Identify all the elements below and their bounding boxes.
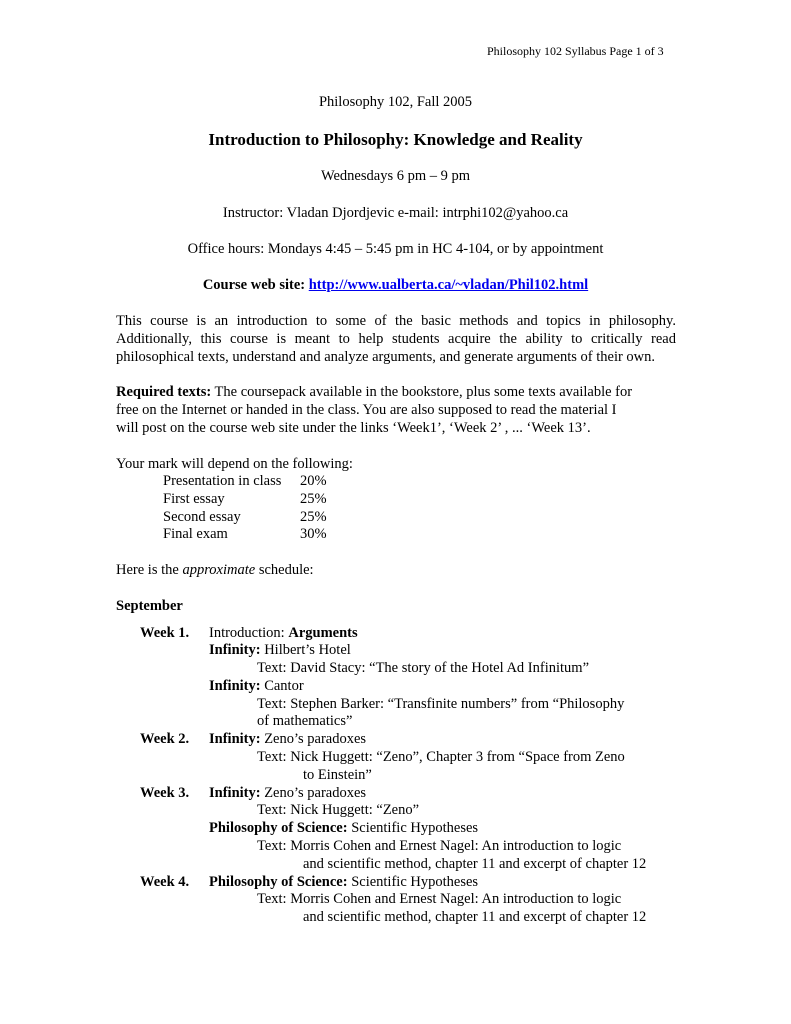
week-2-topic: [209, 731, 366, 748]
schedule-intro-pre: Here is the: [116, 562, 183, 578]
mark-item-first-essay: First essay: [163, 491, 225, 507]
week-3-topic: [209, 785, 366, 802]
marking-intro: Your mark will depend on the following:: [116, 456, 353, 472]
week-1-infinity-cantor: [209, 678, 304, 695]
week-3-a-bold: Infinity:: [209, 785, 261, 801]
week-1-text-barker: Text: Stephen Barker: “Transfinite numbers” from “Philosophy: [257, 696, 625, 712]
website-link[interactable]: http://www.ualberta.ca/~vladan/Phil102.html: [308, 277, 589, 293]
week-4-text-cohen-cont: and scientific method, chapter 11 and excerpt of chapter 12: [303, 909, 647, 925]
week-1-topic-pre: Introduction:: [209, 625, 289, 641]
week-3-label: Week 3.: [140, 785, 190, 801]
week-1-infinity-hilbert: [209, 642, 351, 659]
week-3-c-bold: Philosophy of Science:: [209, 820, 348, 836]
mark-value-presentation: 20%: [300, 473, 327, 489]
required-texts-line3: will post on the course web site under the links ‘Week1’, ‘Week 2’ , ... ‘Week 13’.: [116, 420, 591, 436]
week-4-text-cohen: Text: Morris Cohen and Ernest Nagel: An introduction to logic: [257, 891, 622, 907]
week-3-text-cohen-cont: and scientific method, chapter 11 and excerpt of chapter 12: [303, 856, 647, 872]
week-1-topic: [209, 625, 358, 642]
week-3-text-huggett: Text: Nick Huggett: “Zeno”: [257, 802, 420, 818]
course-time: Wednesdays 6 pm – 9 pm: [320, 168, 471, 184]
week-1-d-bold: Infinity:: [209, 678, 261, 694]
office-hours: Office hours: Mondays 4:45 – 5:45 pm in HC 4-104, or by appointment: [187, 241, 604, 257]
mark-item-final-exam: Final exam: [163, 526, 228, 542]
course-title: Introduction to Philosophy: Knowledge and Reality: [208, 130, 583, 149]
week-2-a-bold: Infinity:: [209, 731, 261, 747]
week-1-b-bold: Infinity:: [209, 642, 261, 658]
week-3-a-rest: Zeno’s paradoxes: [260, 785, 367, 801]
week-1-d-rest: Cantor: [260, 678, 304, 694]
week-2-text-huggett-cont: to Einstein”: [303, 767, 372, 783]
course-website: [0, 277, 791, 294]
required-texts-text1: The coursepack available in the bookstore, plus some texts available for: [211, 384, 633, 400]
mark-value-final-exam: 30%: [300, 526, 327, 542]
schedule-intro-emphasis: approximate: [182, 562, 256, 578]
schedule-intro-post: schedule:: [255, 562, 314, 578]
course-term: Philosophy 102, Fall 2005: [318, 94, 473, 110]
intro-paragraph: This course is an introduction to some of the basic methods and topics in philosophy. Additionally, this course is meant to help students acquire the ability to critically read philosophical texts, understand and analyze arguments, and generate arguments of their own.: [116, 313, 676, 366]
week-3-text-cohen: Text: Morris Cohen and Ernest Nagel: An introduction to logic: [257, 838, 622, 854]
week-1-text-barker-cont: of mathematics”: [257, 713, 353, 729]
month-heading: September: [116, 598, 183, 614]
week-3-c-rest: Scientific Hypotheses: [347, 820, 479, 836]
week-2-label: Week 2.: [140, 731, 190, 747]
week-2-a-rest: Zeno’s paradoxes: [260, 731, 367, 747]
week-1-b-rest: Hilbert’s Hotel: [260, 642, 351, 658]
mark-item-presentation: Presentation in class: [163, 473, 282, 489]
week-2-text-huggett: Text: Nick Huggett: “Zeno”, Chapter 3 from “Space from Zeno: [257, 749, 625, 765]
mark-value-second-essay: 25%: [300, 509, 327, 525]
required-texts-line2: free on the Internet or handed in the class. You are also supposed to read the material I: [116, 402, 617, 418]
week-1-label: Week 1.: [140, 625, 190, 641]
required-texts-label: Required texts:: [116, 384, 212, 400]
week-1-text-stacy: Text: David Stacy: “The story of the Hotel Ad Infinitum”: [257, 660, 590, 676]
week-1-topic-bold: Arguments: [288, 625, 358, 641]
week-4-a-bold: Philosophy of Science:: [209, 874, 348, 890]
mark-item-second-essay: Second essay: [163, 509, 241, 525]
required-texts-line1: [116, 384, 632, 401]
mark-value-first-essay: 25%: [300, 491, 327, 507]
instructor-line: Instructor: Vladan Djordjevic e-mail: intrphi102@yahoo.ca: [222, 205, 569, 221]
page-header: Philosophy 102 Syllabus Page 1 of 3: [487, 44, 664, 58]
week-4-label: Week 4.: [140, 874, 190, 890]
week-3-philosophy-science: [209, 820, 478, 837]
week-4-a-rest: Scientific Hypotheses: [347, 874, 479, 890]
schedule-intro: [116, 562, 314, 579]
week-4-topic: [209, 874, 478, 891]
website-label: Course web site:: [202, 277, 306, 293]
